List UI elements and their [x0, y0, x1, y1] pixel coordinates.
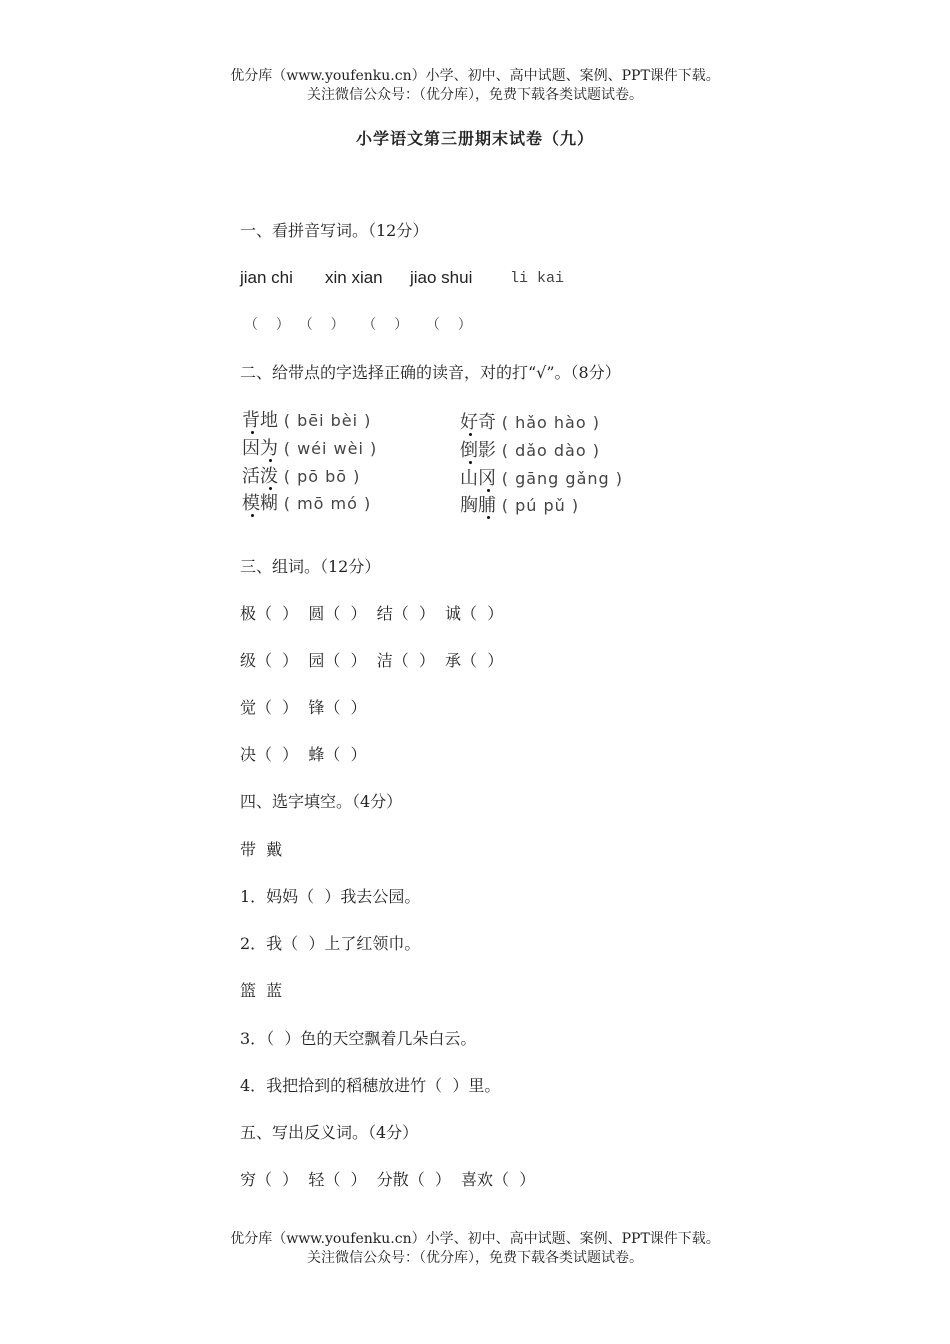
blank-row: （ ） （ ） （ ） （ ）	[244, 317, 472, 333]
question-2: 2．我（ ）上了红领巾。	[240, 934, 421, 953]
pinyin-2: xin xian	[325, 268, 383, 287]
choice-word: 胸脯	[460, 495, 496, 516]
footer-line-1: 优分库（www.youfenku.cn）小学、初中、高中试题、案例、PPT课件下载。	[230, 1231, 720, 1247]
section3-heading: 三、组词。（12分）	[240, 557, 381, 576]
section2-heading: 二、给带点的字选择正确的读音，对的打“√”。（8分）	[240, 363, 621, 382]
page-title: 小学语文第三册期末试卷（九）	[355, 129, 594, 148]
choice-left-3	[242, 462, 360, 488]
choice-options: ( wéi wèi )	[283, 439, 378, 458]
choice-word: 活泼	[242, 466, 278, 487]
question-3: 3．（ ）色的天空飘着几朵白云。	[240, 1029, 477, 1048]
choice-options: ( bēi bèi )	[283, 411, 372, 430]
choice-right-1	[460, 408, 600, 434]
choice-options: ( hǎo hào )	[501, 413, 600, 432]
pinyin-3: jiao shui	[410, 268, 473, 287]
section1-heading: 一、看拼音写词。（12分）	[240, 221, 429, 240]
section4-heading: 四、选字填空。（4分）	[240, 792, 403, 811]
question-1: 1．妈妈（ ）我去公园。	[240, 887, 421, 906]
emphasis-dot	[251, 431, 254, 434]
emphasis-dot	[469, 461, 472, 464]
emphasis-dot	[487, 516, 490, 519]
choice-options: ( dǎo dào )	[501, 441, 600, 460]
choice-word: 好奇	[460, 412, 496, 433]
emphasis-dot	[269, 459, 272, 462]
choice-word: 山冈	[460, 468, 496, 489]
antonym-row: 穷（ ） 轻（ ） 分散（ ） 喜欢（ ）	[240, 1170, 536, 1189]
pinyin-4: li kai	[510, 270, 565, 287]
choice-right-2	[460, 436, 600, 462]
choice-options: ( pō bō )	[283, 467, 361, 486]
emphasis-dot	[251, 514, 254, 517]
pinyin-choice-image	[240, 404, 660, 522]
word-row-4: 决（ ） 蜂（ ）	[240, 745, 367, 764]
choice-options: ( mō mó )	[283, 494, 372, 513]
pinyin-1: jian chi	[240, 268, 293, 287]
emphasis-dot	[487, 489, 490, 492]
choice-word: 因为	[242, 438, 278, 459]
emphasis-dot	[469, 433, 472, 436]
word-row-1: 极（ ） 圆（ ） 结（ ） 诚（ ）	[240, 604, 504, 623]
choice-left-4	[242, 489, 371, 515]
footer-line-2: 关注微信公众号：（优分库），免费下载各类试题试卷。	[307, 1250, 643, 1266]
header-line-1: 优分库（www.youfenku.cn）小学、初中、高中试题、案例、PPT课件下载。	[230, 68, 720, 84]
section5-heading: 五、写出反义词。（4分）	[240, 1123, 419, 1142]
choice-right-3	[460, 464, 623, 490]
choice-right-4	[460, 491, 579, 517]
emphasis-dot	[269, 487, 272, 490]
word-row-3: 觉（ ） 锋（ ）	[240, 698, 367, 717]
question-4: 4．我把拾到的稻穗放进竹（ ）里。	[240, 1076, 501, 1095]
header-line-2: 关注微信公众号：（优分库），免费下载各类试题试卷。	[307, 87, 643, 103]
choice-options: ( pú pǔ )	[501, 496, 580, 515]
choice-word: 模糊	[242, 493, 278, 514]
choice-options: ( gāng gǎng )	[501, 469, 623, 488]
choice-word: 背地	[242, 410, 278, 431]
choice-left-2	[242, 434, 377, 460]
choice-left-1	[242, 406, 371, 432]
word-row-2: 级（ ） 园（ ） 洁（ ） 承（ ）	[240, 651, 504, 670]
char-group-1: 带 戴	[240, 840, 283, 859]
choice-word: 倒影	[460, 440, 496, 461]
char-group-2: 篮 蓝	[240, 981, 283, 1000]
